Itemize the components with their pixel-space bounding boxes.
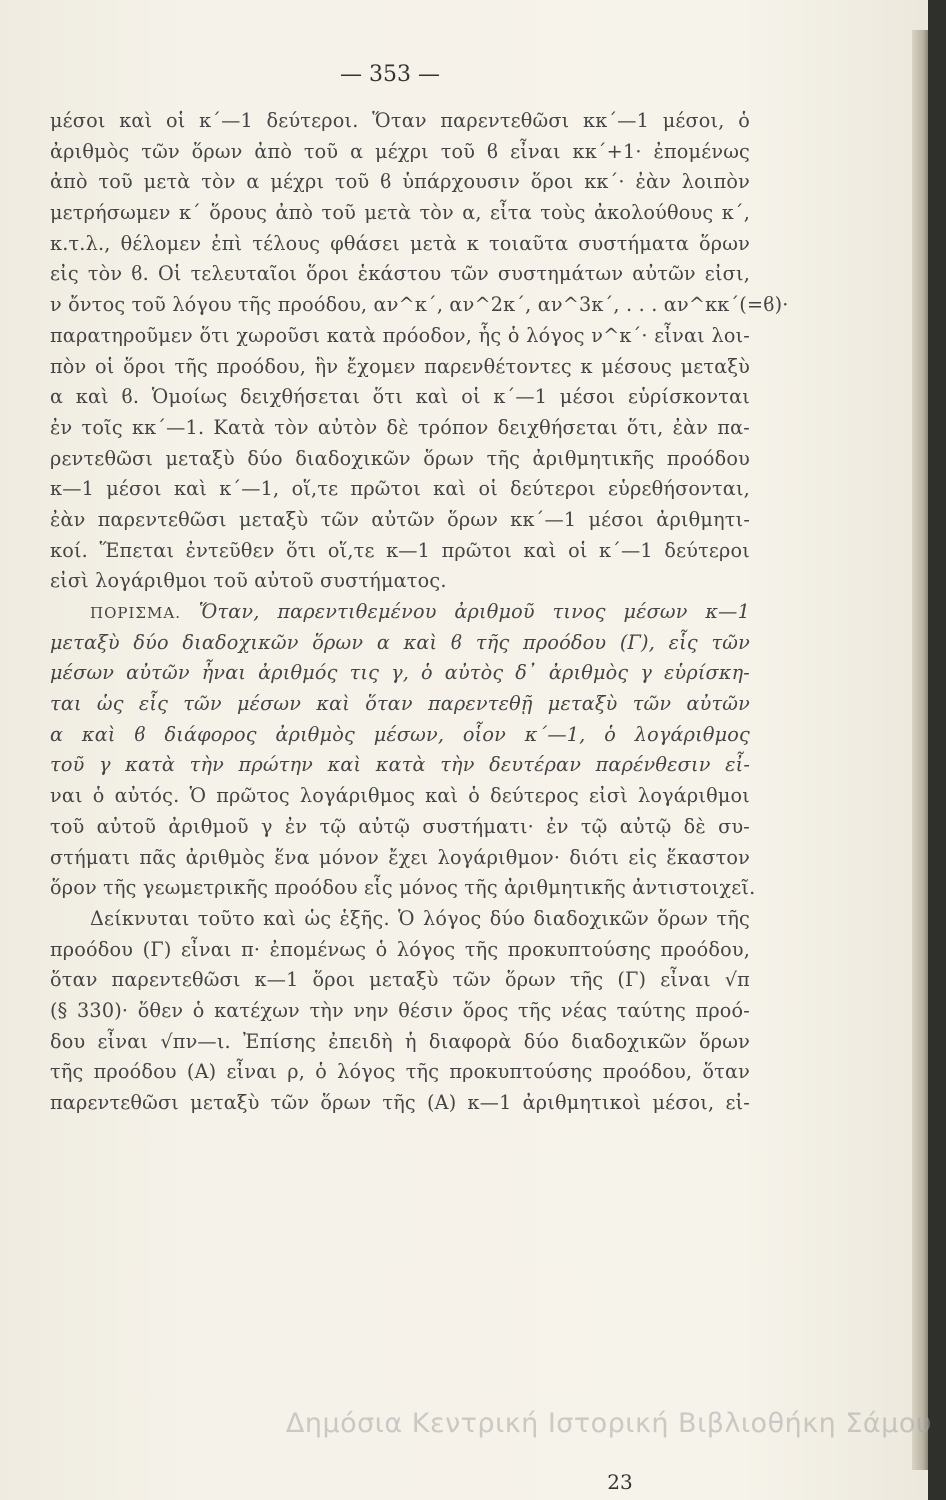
text-line: εἰς τὸν ϐ. Οἱ τελευταῖοι ὅροι ἑκάστου τῶν συστημάτων αὐτῶν εἰσι, bbox=[50, 262, 750, 286]
page-number: — 353 — bbox=[340, 62, 440, 87]
signature-mark: 23 bbox=[607, 1470, 633, 1494]
porisma-line: μέσων αὐτῶν ἦναι ἀριθμός τις γ, ὁ αὐτὸς δ᾽ ἀριθμὸς γ εὑρίσκη- bbox=[50, 661, 750, 685]
porisma-line: τοῦ γ κατὰ τὴν πρώτην καὶ κατὰ τὴν δευτέραν παρένθεσιν εἶ- bbox=[50, 753, 750, 777]
porisma-line: μεταξὺ δύο διαδοχικῶν ὅρων α καὶ ϐ τῆς προόδου (Γ), εἷς τῶν bbox=[50, 630, 750, 654]
porisma-line: ὅρον τῆς γεωμετρικῆς προόδου εἷς μόνος τῆς ἀριθμητικῆς ἀντιστοιχεῖ. bbox=[50, 876, 756, 900]
porisma-line: ναι ὁ αὐτός. Ὁ πρῶτος λογάριθμος καὶ ὁ δεύτερος εἰσὶ λογάριθμοι bbox=[50, 784, 750, 808]
scan-background bbox=[928, 0, 946, 1500]
proof-line: δου εἶναι √πν—ι. Ἐπίσης ἐπειδὴ ἡ διαφορὰ δύο διαδοχικῶν ὅρων bbox=[50, 1029, 750, 1053]
porisma-line: στήματι πᾶς ἀριθμὸς ἕνα μόνον ἔχει λογάριθμον· διότι εἰς ἕκαστον bbox=[50, 845, 750, 869]
text-line: α καὶ ϐ. Ὁμοίως δειχθήσεται ὅτι καὶ οἱ κ΄—1 μέσοι εὑρίσκονται bbox=[50, 385, 750, 409]
text-line: ρεντεθῶσι μεταξὺ δύο διαδοχικῶν ὅρων τῆς ἀριθμητικῆς προόδου bbox=[50, 446, 750, 470]
text-line: ἀπὸ τοῦ μετὰ τὸν α μέχρι τοῦ ϐ ὑπάρχουσιν ὅροι κκ΄· ἐὰν λοιπὸν bbox=[50, 170, 750, 194]
porisma-heading bbox=[50, 597, 750, 628]
text-line: εἰσὶ λογάριθμοι τοῦ αὐτοῦ συστήματος. bbox=[50, 569, 447, 593]
text-line: ἐὰν παρεντεθῶσι μεταξὺ τῶν αὐτῶν ὅρων κκ΄—1 μέσοι ἀριθμητι- bbox=[50, 507, 750, 531]
text-line: ἐν τοῖς κκ΄—1. Κατὰ τὸν αὐτὸν δὲ τρόπον δειχθήσεται ὅτι, ἐὰν πα- bbox=[50, 415, 750, 439]
library-watermark: Δημόσια Κεντρική Ιστορική Βιβλιοθήκη Σάμου bbox=[285, 1408, 932, 1439]
main-text bbox=[50, 106, 789, 1119]
proof-line: Δείκνυται τοῦτο καὶ ὡς ἑξῆς. Ὁ λόγος δύο διαδοχικῶν ὅρων τῆς bbox=[90, 906, 750, 930]
text-line: κοί. Ἕπεται ἐντεῦθεν ὅτι οἵ,τε κ—1 πρῶτοι καὶ οἱ κ΄—1 δεύτεροι bbox=[50, 538, 750, 562]
proof-line: παρεντεθῶσι μεταξὺ τῶν ὅρων τῆς (Α) κ—1 ἀριθμητικοὶ μέσοι, εἰ- bbox=[50, 1091, 750, 1114]
text-line: πὸν οἱ ὅροι τῆς προόδου, ἣν ἔχομεν παρενθέτοντες κ μέσους μεταξὺ bbox=[50, 354, 750, 378]
porisma-label: ΠΟΡΙΣΜΑ. bbox=[90, 604, 181, 622]
text-line: ν ὄντος τοῦ λόγου τῆς προόδου, αν^κ΄, αν^2κ΄, αν^3κ΄, . . . αν^κκ΄(=ϐ)· bbox=[50, 293, 789, 317]
proof-line: τῆς προόδου (Α) εἶναι ρ, ὁ λόγος τῆς προκυπτούσης προόδου, ὅταν bbox=[50, 1060, 750, 1084]
proof-line: προόδου (Γ) εἶναι π· ἐπομένως ὁ λόγος τῆς προκυπτούσης προόδου, bbox=[50, 937, 750, 961]
proof-line: ὅταν παρεντεθῶσι κ—1 ὅροι μεταξὺ τῶν ὅρων τῆς (Γ) εἶναι √π bbox=[50, 968, 750, 992]
text-line: ἀριθμὸς τῶν ὅρων ἀπὸ τοῦ α μέχρι τοῦ ϐ εἶναι κκ΄+1· ἐπομένως bbox=[50, 139, 750, 163]
porisma-line: α καὶ ϐ διάφορος ἀριθμὸς μέσων, οἷον κ΄—1, ὁ λογάριθμος bbox=[50, 722, 750, 746]
proof-line: (§ 330)· ὅθεν ὁ κατέχων τὴν νην θέσιν ὅρος τῆς νέας ταύτης προό- bbox=[50, 998, 750, 1022]
text-line: μέσοι καὶ οἱ κ΄—1 δεύτεροι. Ὅταν παρεντεθῶσι κκ΄—1 μέσοι, ὁ bbox=[50, 109, 750, 132]
porisma-line: ται ὡς εἷς τῶν μέσων καὶ ὅταν παρεντεθῇ μεταξὺ τῶν αὐτῶν bbox=[50, 692, 750, 716]
porisma-first-line: Ὅταν, παρεντιθεμένου ἀριθμοῦ τινος μέσων κ—1 bbox=[198, 600, 750, 623]
text-line: κ.τ.λ., θέλομεν ἐπὶ τέλους φθάσει μετὰ κ τοιαῦτα συστήματα ὅρων bbox=[50, 231, 750, 255]
porisma-line: τοῦ αὐτοῦ ἀριθμοῦ γ ἐν τῷ αὐτῷ συστήματι· ἐν τῷ αὐτῷ δὲ συ- bbox=[50, 814, 750, 838]
text-line: παρατηροῦμεν ὅτι χωροῦσι κατὰ πρόοδον, ἧς ὁ λόγος ν^κ΄· εἶναι λοι- bbox=[50, 323, 750, 347]
text-line: μετρήσωμεν κ΄ ὅρους ἀπὸ τοῦ μετὰ τὸν α, εἶτα τοὺς ἀκολούθους κ΄, bbox=[50, 201, 750, 225]
text-line: κ—1 μέσοι καὶ κ΄—1, οἵ,τε πρῶτοι καὶ οἱ δεύτεροι εὑρεθήσονται, bbox=[50, 477, 750, 501]
